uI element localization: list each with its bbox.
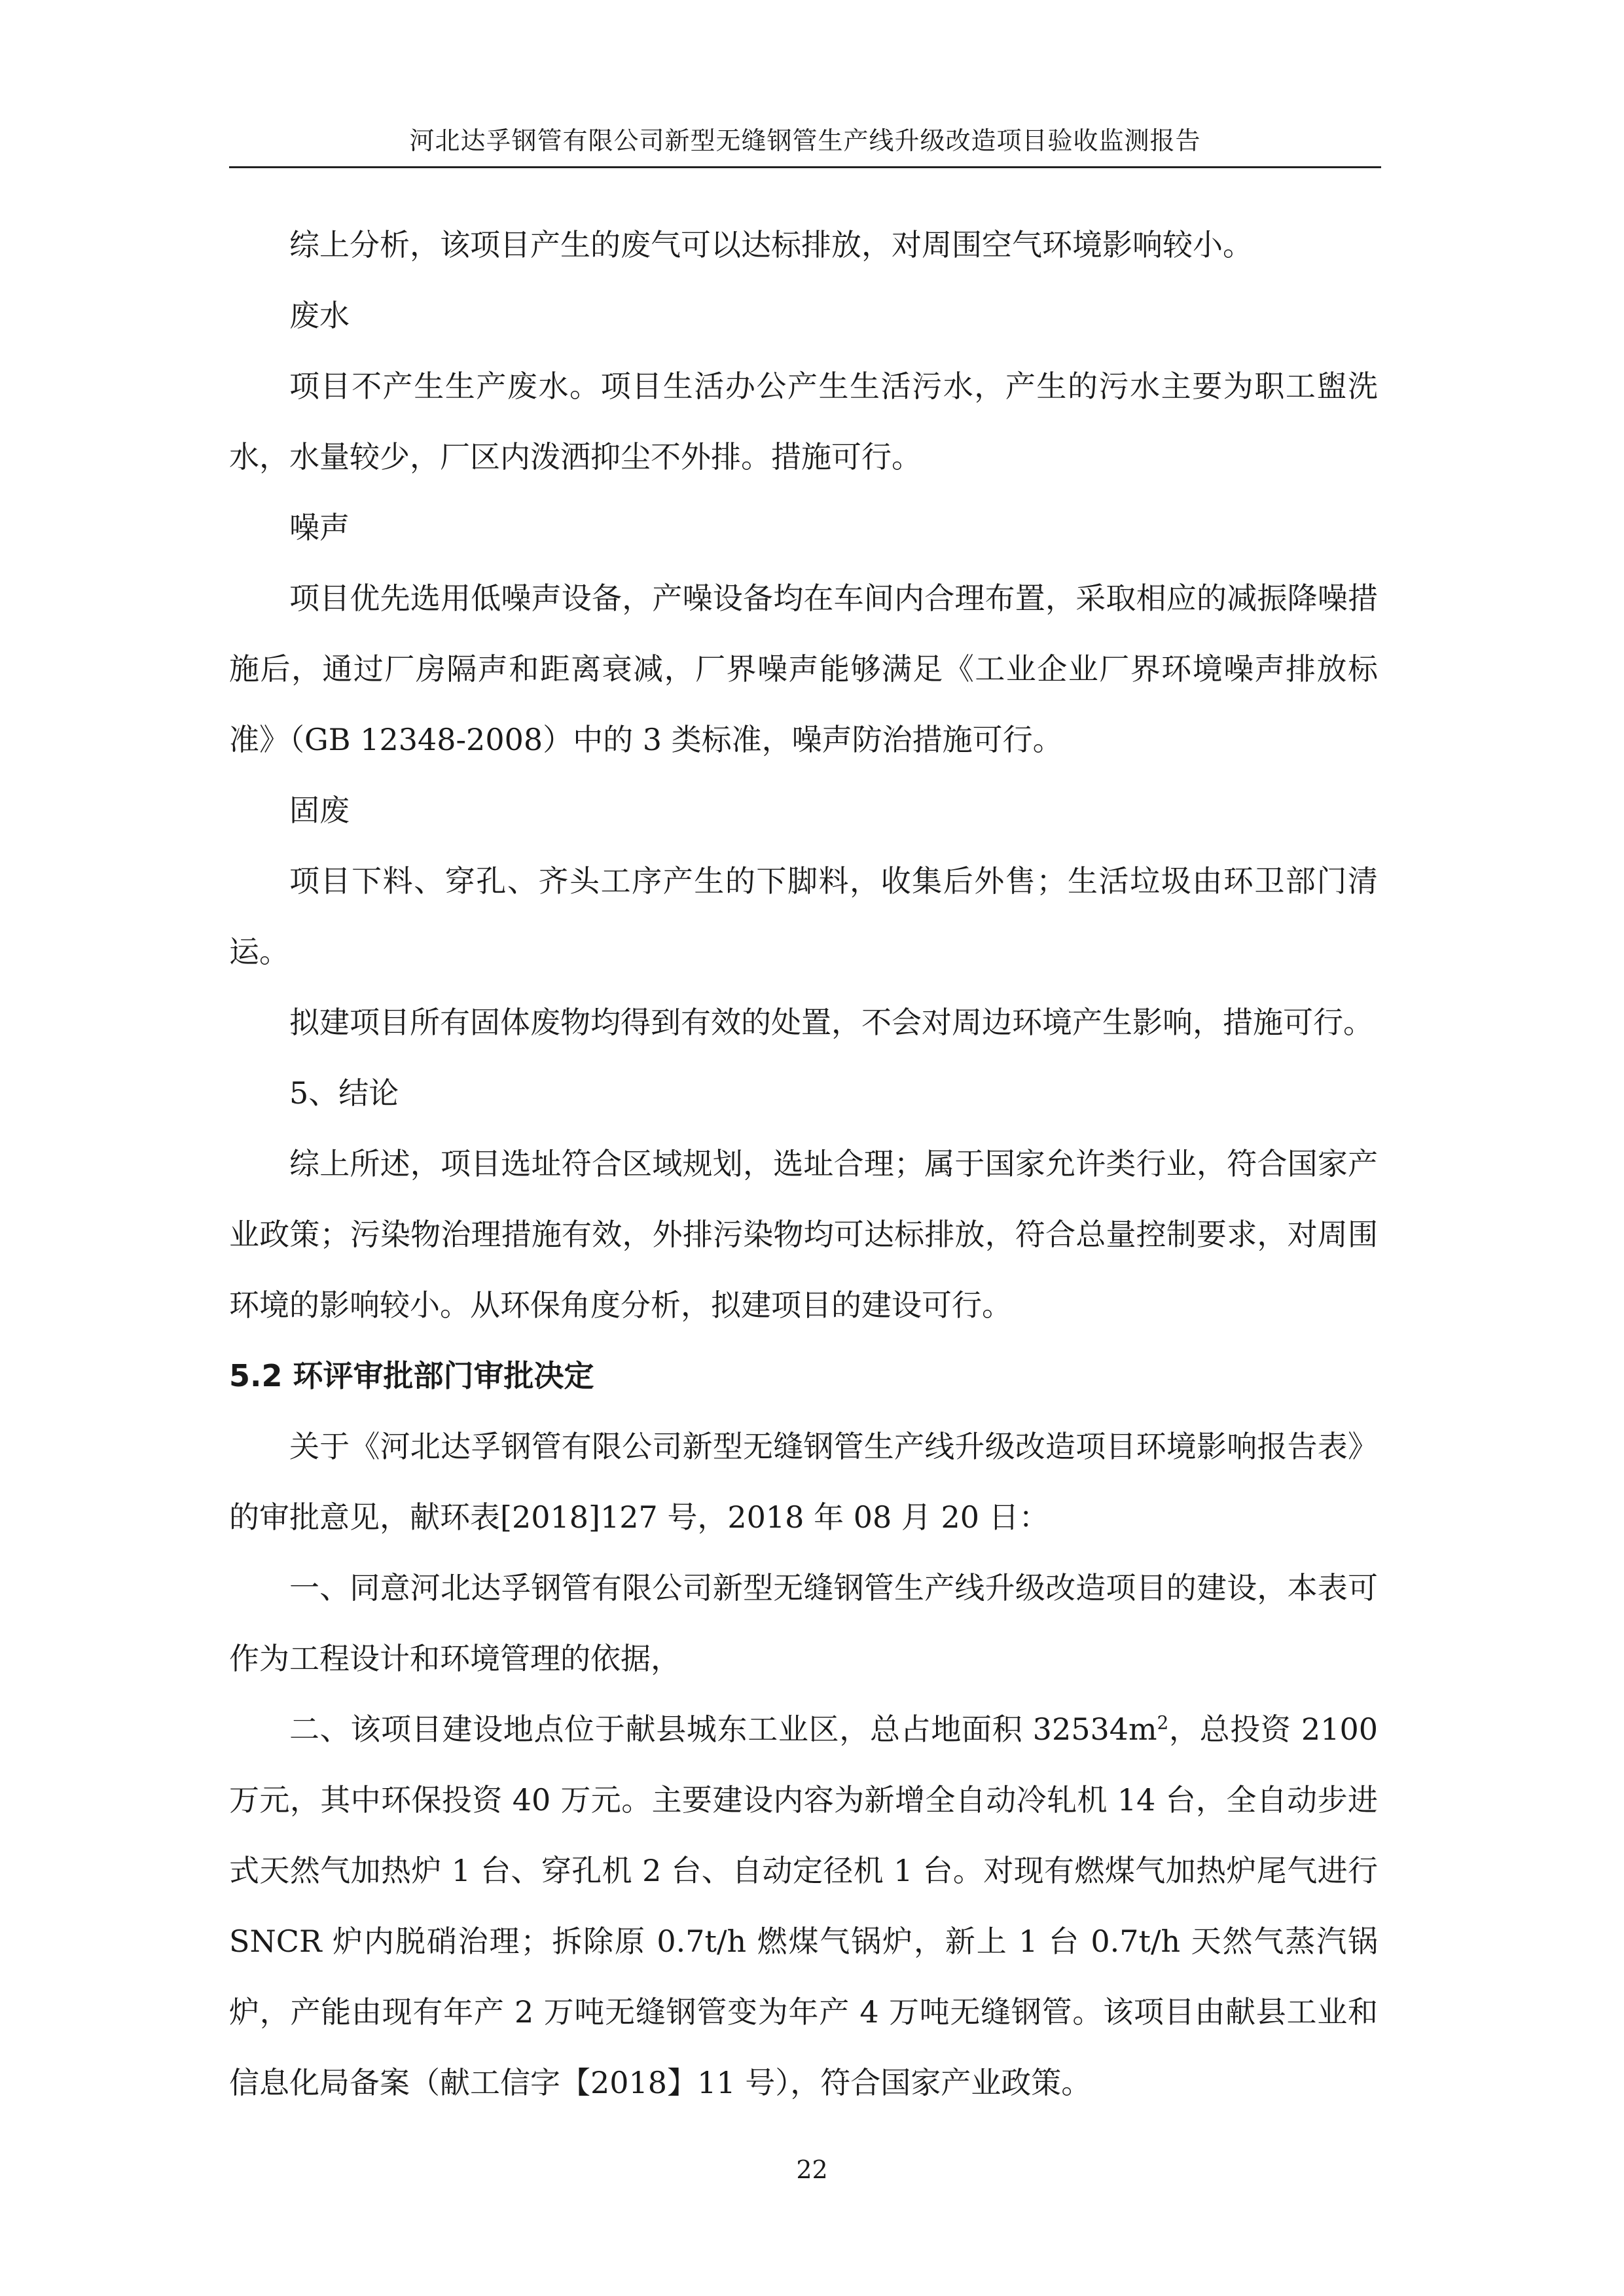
- subheading-conclusion: 5、结论: [289, 1075, 399, 1111]
- page-number: 22: [796, 2155, 828, 2184]
- section-heading-approval: 5.2 环评审批部门审批决定: [229, 1358, 594, 1393]
- subheading-solid-waste: 固废: [289, 793, 350, 828]
- paragraph-approval-item-1: 一、同意河北达孚钢管有限公司新型无缝钢管生产线升级改造项目的建设，本表可作为工程设计和环境管理的依据，: [229, 1570, 1378, 1676]
- subheading-noise: 噪声: [289, 510, 350, 545]
- paragraph-conclusion: 综上所述，项目选址符合区域规划，选址合理；属于国家允许类行业，符合国家产业政策；污染物治理措施有效，外排污染物均可达标排放，符合总量控制要求，对周围环境的影响较小。从环保角度分析，拟建项目的建设可行。: [229, 1146, 1378, 1323]
- subheading-wastewater: 废水: [289, 298, 350, 333]
- approval-item-2-text-start: 二、该项目建设地点位于献县城东工业区，总占地面积 32534m: [289, 1712, 1157, 1747]
- document-body: [229, 209, 1378, 2118]
- paragraph-air-summary: 综上分析，该项目产生的废气可以达标排放，对周围空气环境影响较小。: [289, 227, 1253, 262]
- paragraph-wastewater: 项目不产生生产废水。项目生活办公产生生活污水，产生的污水主要为职工盥洗水，水量较少，厂区内泼洒抑尘不外排。措施可行。: [229, 368, 1378, 475]
- report-header-title: 河北达孚钢管有限公司新型无缝钢管生产线升级改造项目验收监测报告: [409, 126, 1201, 155]
- area-unit-superscript: 2: [1157, 1712, 1169, 1734]
- approval-item-2-text-end: ，总投资 2100 万元，其中环保投资 40 万元。主要建设内容为新增全自动冷轧机 14 台，全自动步进式天然气加热炉 1 台、穿孔机 2 台、自动定径机 1 台。对现有燃煤气加热炉尾气进行 SNCR 炉内脱硝治理；拆除原 0.7t/h 燃煤气锅炉，新上 1 台 0.7t/h 天然气蒸汽锅炉，产能由现有年产 2 万吨无缝钢管变为年产 4 万吨无缝钢管。该项目由献县工业和信息化局备案（献工信字【2018】11 号），符合国家产业政策。: [229, 1712, 1378, 2100]
- paragraph-approval-item-2: [229, 1694, 1378, 2118]
- paragraph-solid-waste-disposal: 拟建项目所有固体废物均得到有效的处置，不会对周边环境产生影响，措施可行。: [289, 1005, 1373, 1040]
- paragraph-solid-waste: 项目下料、穿孔、齐头工序产生的下脚料，收集后外售；生活垃圾由环卫部门清运。: [229, 863, 1378, 969]
- paragraph-approval-reference: 关于《河北达孚钢管有限公司新型无缝钢管生产线升级改造项目环境影响报告表》的审批意见，献环表[2018]127 号，2018 年 08 月 20 日：: [229, 1429, 1378, 1535]
- paragraph-noise: 项目优先选用低噪声设备，产噪设备均在车间内合理布置，采取相应的减振降噪措施后，通过厂房隔声和距离衰减，厂界噪声能够满足《工业企业厂界环境噪声排放标准》（GB 12348-2008）中的 3 类标准，噪声防治措施可行。: [229, 581, 1378, 757]
- header-divider: [229, 166, 1381, 168]
